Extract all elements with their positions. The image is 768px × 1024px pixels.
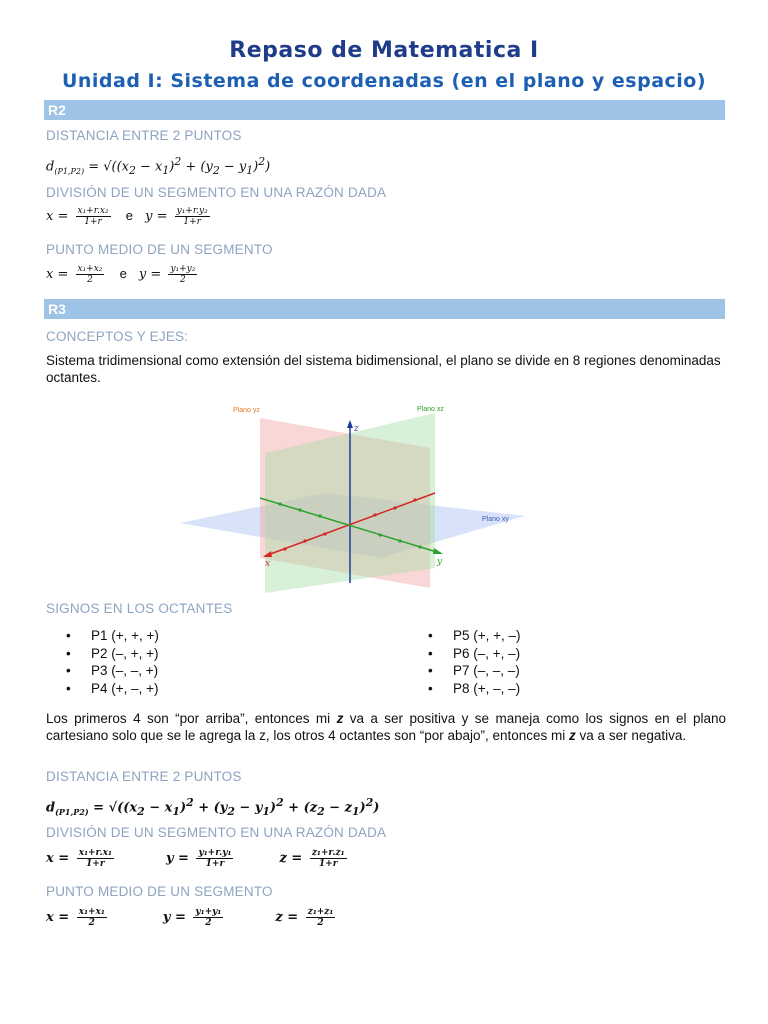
heading-distance-2d: DISTANCIA ENTRE 2 PUNTOS: [46, 128, 242, 143]
section-bar-r2: R2: [44, 100, 725, 120]
intro-paragraph: Sistema tridimensional como extensión del sistema bidimensional, el plano se divide en 8 regiones denominadas octantes.: [46, 353, 721, 385]
y-arrowhead: [433, 548, 443, 554]
list-item: • P1 (+, +, +): [66, 627, 159, 645]
list-item: • P7 (–, –, –): [428, 662, 521, 680]
heading-division-2d: DIVISIÓN DE UN SEGMENTO EN UNA RAZÓN DADA: [46, 185, 387, 200]
page-title: Repaso de Matematica I: [229, 38, 539, 63]
explanation-text: va a ser positiva y se maneja como los signos en el plano cartesiano solo que se le agrega la z, los otros 4 octantes son “por abajo”, entonces mi: [46, 711, 726, 743]
formula-division-2d: x = $\frac{\text{x₁+r.x₂}}{1+r}$ e y = $\frac{\text{y₁+r.y₂}}{1+r}$: [46, 206, 208, 227]
plane-xy-label: Plano xy: [482, 516, 509, 523]
formula-division-3d: x = $\frac{\text{x₁+r.x₁}}{1+r}$ y = $\frac{\text{y₁+r.y₁}}{1+r}$ z = $\frac{\text{z₁+r.z₁}}{1+r}$: [46, 848, 345, 869]
formula-midpoint-2d: x = $\frac{\text{x₁+x₂}}{2}$ e y = $\frac{\text{y₁+y₂}}{2}$: [46, 264, 196, 285]
formula-distance-2d: $d_{(P1,P2)} = √((x_2 - x_1)^2 + (y_2 - y_1)^2)$: [46, 155, 271, 177]
plane-xz-label: Plano xz: [417, 406, 444, 413]
3d-coordinate-figure: [175, 398, 530, 598]
explanation-text: Los primeros 4 son “por arriba”, entonces mi: [46, 711, 337, 726]
list-item: • P8 (+, –, –): [428, 680, 521, 698]
list-item: • P2 (–, +, +): [66, 645, 159, 663]
formula-midpoint-3d: x = $\frac{\text{x₁+x₁}}{2}$ y = $\frac{\text{y₁+y₁}}{2}$ z = $\frac{\text{z₁+z₁}}{2}$: [46, 907, 334, 928]
list-item: • P4 (+, –, +): [66, 680, 159, 698]
list-item: • P6 (–, +, –): [428, 645, 521, 663]
page-subtitle: Unidad I: Sistema de coordenadas (en el plano y espacio): [61, 70, 707, 92]
octant-explanation: [46, 710, 726, 744]
plane-yz-label: Plano yz: [233, 407, 260, 414]
octant-list-right: [428, 627, 521, 697]
section-bar-r3: R3: [44, 299, 725, 319]
heading-distance-3d: DISTANCIA ENTRE 2 PUNTOS: [46, 769, 242, 784]
z-arrowhead: [347, 420, 353, 428]
z-axis-label: z: [354, 424, 359, 434]
formula-distance-3d: $d_{(P1,P2)} = √((x_2 - x_1)^2 + (y_2 - y_1)^2 + (z_2 - z_1)^2)$: [46, 796, 380, 818]
conjunction-e: e: [125, 208, 133, 223]
list-item: • P3 (–, –, +): [66, 662, 159, 680]
y-axis-label: y: [437, 557, 443, 567]
octant-list-left: [66, 627, 159, 697]
heading-midpoint-3d: PUNTO MEDIO DE UN SEGMENTO: [46, 884, 273, 899]
z-variable: z: [569, 728, 576, 743]
heading-octant-signs: SIGNOS EN LOS OCTANTES: [46, 601, 233, 616]
list-item: • P5 (+, +, –): [428, 627, 521, 645]
heading-division-3d: DIVISIÓN DE UN SEGMENTO EN UNA RAZÓN DADA: [46, 825, 387, 840]
heading-midpoint-2d: PUNTO MEDIO DE UN SEGMENTO: [46, 242, 273, 257]
z-variable: z: [336, 711, 344, 726]
heading-concepts: CONCEPTOS Y EJES:: [46, 329, 189, 344]
explanation-text: va a ser negativa.: [575, 728, 687, 743]
x-axis-label: x: [265, 559, 271, 569]
conjunction-e: e: [119, 266, 127, 281]
